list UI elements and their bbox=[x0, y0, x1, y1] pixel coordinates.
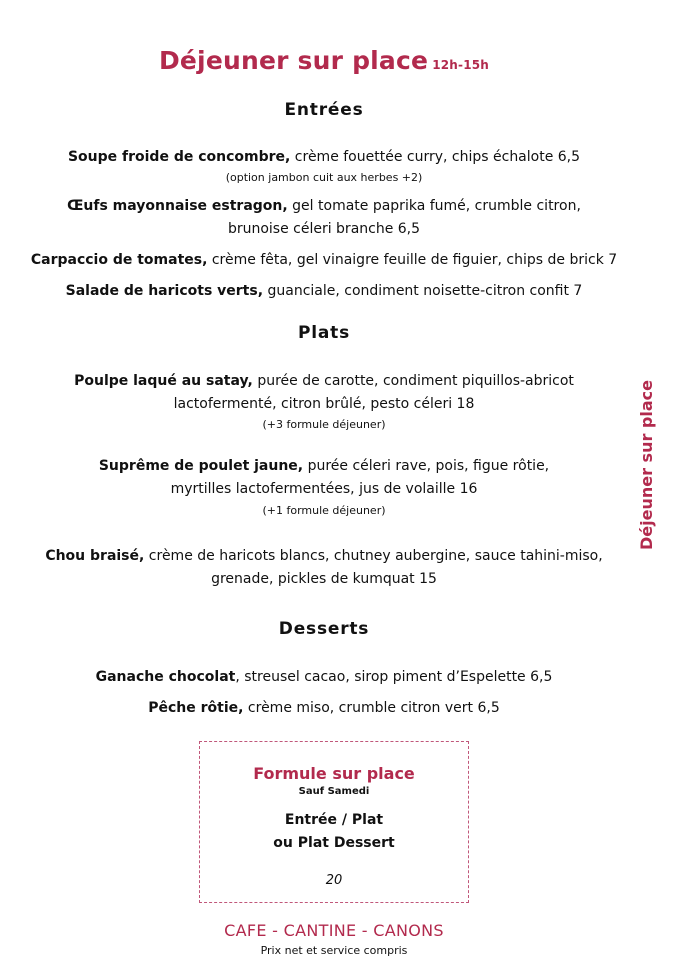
dish-name: Chou braisé, bbox=[45, 548, 145, 564]
dish-name: Pêche rôtie, bbox=[148, 700, 244, 716]
dish-desc: crème de haricots blancs, chutney aubergine, sauce tahini-miso, bbox=[144, 548, 603, 564]
dish-desc-line2: lactofermenté, citron brûlé, pesto céleri 18 bbox=[173, 396, 475, 412]
dish-name: Poulpe laqué au satay, bbox=[74, 373, 253, 389]
dish-peche bbox=[0, 697, 648, 720]
dish-desc-line2: brunoise céleri branche 6,5 bbox=[227, 221, 421, 237]
dish-desc-line2: myrtilles lactofermentées, jus de volaille 16 bbox=[170, 481, 478, 497]
dish-poulpe bbox=[0, 370, 648, 416]
dish-name: Carpaccio de tomates, bbox=[30, 252, 208, 268]
dish-name: Ganache chocolat bbox=[95, 669, 236, 685]
menu-title bbox=[0, 46, 648, 75]
dish-name: Suprême de poulet jaune, bbox=[98, 458, 304, 474]
section-heading-desserts: Desserts bbox=[278, 619, 370, 639]
dish-oeufs bbox=[0, 195, 648, 241]
side-label: Déjeuner sur place bbox=[637, 379, 656, 550]
dish-desc: crème fouettée curry, chips échalote 6,5 bbox=[290, 149, 581, 165]
dish-note: (+3 formule déjeuner) bbox=[262, 418, 386, 431]
formule-line-2: ou Plat Dessert bbox=[273, 835, 395, 851]
menu-hours: 12h-15h bbox=[432, 58, 490, 72]
dish-carpaccio bbox=[0, 249, 648, 272]
footer-note: Prix net et service compris bbox=[260, 944, 408, 957]
dish-desc: guanciale, condiment noisette-citron confit 7 bbox=[263, 283, 583, 299]
formule-price: 20 bbox=[325, 873, 343, 888]
formule-line-1: Entrée / Plat bbox=[284, 812, 384, 828]
section-heading-plats: Plats bbox=[297, 323, 350, 343]
dish-desc: crème fêta, gel vinaigre feuille de figuier, chips de brick 7 bbox=[207, 252, 618, 268]
footer-brand: CAFE - CANTINE - CANONS bbox=[224, 921, 444, 940]
formule-box bbox=[199, 741, 469, 903]
formule-title: Formule sur place bbox=[253, 764, 415, 783]
dish-desc: purée de carotte, condiment piquillos-abricot bbox=[252, 373, 574, 389]
dish-chou bbox=[0, 545, 648, 591]
dish-salade bbox=[0, 280, 648, 303]
dish-soupe bbox=[0, 146, 648, 169]
menu-title-text: Déjeuner sur place bbox=[158, 46, 429, 75]
dish-note: (+1 formule déjeuner) bbox=[262, 504, 386, 517]
dish-note: (option jambon cuit aux herbes +2) bbox=[225, 171, 423, 184]
dish-desc: , streusel cacao, sirop piment d’Espelette 6,5 bbox=[235, 669, 553, 685]
dish-name: Soupe froide de concombre, bbox=[67, 149, 291, 165]
dish-supreme bbox=[0, 455, 648, 501]
dish-ganache bbox=[0, 666, 648, 689]
dish-desc: purée céleri rave, pois, figue rôtie, bbox=[303, 458, 550, 474]
dish-desc-line2: grenade, pickles de kumquat 15 bbox=[211, 571, 437, 587]
formule-subtitle: Sauf Samedi bbox=[298, 786, 370, 797]
section-heading-entrees: Entrées bbox=[284, 100, 364, 120]
dish-desc: gel tomate paprika fumé, crumble citron, bbox=[287, 198, 581, 214]
dish-desc: crème miso, crumble citron vert 6,5 bbox=[243, 700, 500, 716]
dish-name: Salade de haricots verts, bbox=[65, 283, 264, 299]
dish-name: Œufs mayonnaise estragon, bbox=[67, 198, 288, 214]
